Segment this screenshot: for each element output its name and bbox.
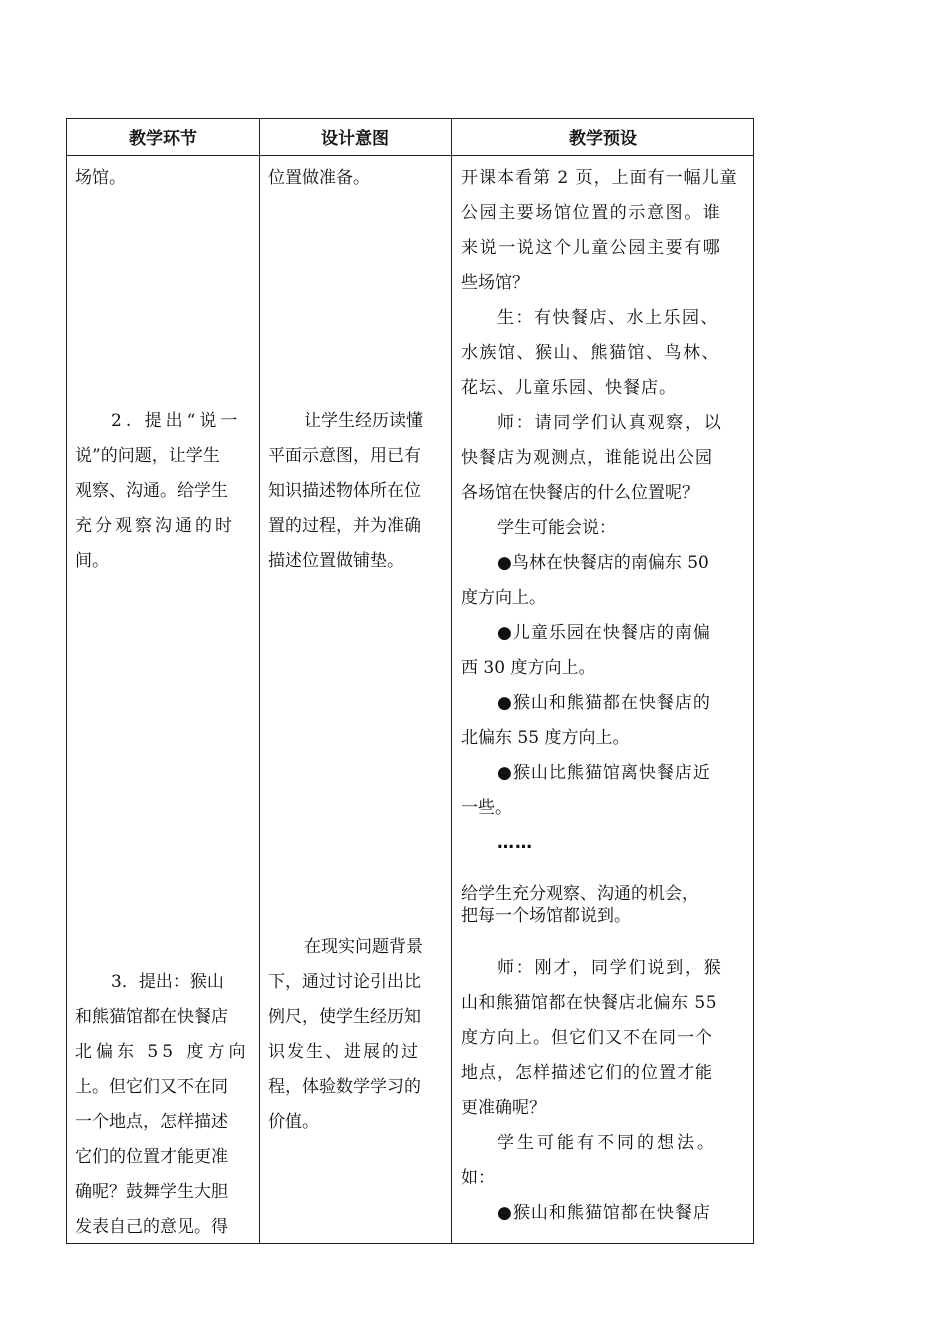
stage-text: 确呢？鼓舞学生大胆	[75, 1182, 228, 1202]
preset-text: 更准确呢？	[461, 1098, 546, 1118]
preset-note: 给学生充分观察、沟通的机会，	[461, 884, 699, 903]
intent-text: 平面示意图，用已有	[268, 446, 421, 466]
preset-note: 把每一个场馆都说到。	[461, 906, 631, 925]
preset-text: 师：请同学们认真观察，以	[497, 413, 723, 433]
preset-text: 西 30 度方向上。	[461, 658, 596, 678]
intent-text: 程，体验数学学习的	[268, 1077, 421, 1097]
header-teaching-preset: 教学预设	[569, 129, 637, 149]
intent-text: 描述位置做铺垫。	[268, 551, 404, 571]
preset-text: ●猴山和熊猫都在快餐店的	[497, 693, 711, 713]
intent-text: 识发生、进展的过	[268, 1042, 420, 1062]
preset-text: 公园主要场馆位置的示意图。谁	[461, 203, 722, 223]
header-teaching-stage: 教学环节	[129, 129, 197, 149]
preset-text: ●猴山比熊猫馆离快餐店近	[497, 763, 711, 783]
preset-text: 快餐店为观测点，谁能说出公园	[461, 448, 713, 468]
ellipsis: ……	[497, 833, 533, 853]
intent-text: 位置做准备。	[268, 168, 370, 188]
stage-text: 北偏东 55 度方向	[75, 1042, 250, 1062]
preset-text: 山和熊猫馆都在快餐店北偏东 55	[461, 993, 718, 1013]
header-design-intent: 设计意图	[321, 129, 389, 149]
preset-text: 度方向上。	[461, 588, 546, 608]
preset-text: ●猴山和熊猫馆都在快餐店	[497, 1203, 711, 1223]
preset-text: 一些。	[461, 798, 512, 818]
intent-text: 下，通过讨论引出比	[268, 972, 421, 992]
intent-text: 在现实问题背景	[304, 937, 423, 957]
preset-text: 生：有快餐店、水上乐园、	[497, 308, 719, 328]
stage-text: 它们的位置才能更准	[75, 1147, 228, 1167]
intent-text: 知识描述物体所在位	[268, 481, 421, 501]
intent-text: 置的过程，并为准确	[268, 516, 421, 536]
preset-text: 如：	[461, 1168, 495, 1188]
preset-text: 各场馆在快餐店的什么位置呢？	[461, 483, 699, 503]
preset-text: ●鸟林在快餐店的南偏东 50	[497, 553, 709, 573]
header-divider	[67, 155, 753, 156]
preset-text: 地点，怎样描述它们的位置才能	[461, 1063, 713, 1083]
column-divider	[259, 119, 260, 1243]
stage-text: 和熊猫馆都在快餐店	[75, 1007, 228, 1027]
intent-text: 让学生经历读懂	[304, 411, 423, 431]
stage-text: 发表自己的意见。得	[75, 1217, 228, 1237]
preset-text: 师：刚才，同学们说到，猴	[497, 958, 723, 978]
intent-text: 例尺，使学生经历知	[268, 1007, 421, 1027]
lesson-plan-table	[66, 118, 754, 1244]
preset-text: ●儿童乐园在快餐店的南偏	[497, 623, 711, 643]
stage-text: 说”的问题，让学生	[75, 446, 220, 466]
stage-text: 3．提出：猴山	[111, 972, 224, 992]
preset-text: 学生可能有不同的想法。	[497, 1133, 717, 1153]
preset-text: 学生可能会说：	[497, 518, 616, 538]
stage-text: 2. 提出“说一	[111, 411, 242, 431]
preset-text: 度方向上。但它们又不在同一个	[461, 1028, 713, 1048]
preset-text: 北偏东 55 度方向上。	[461, 728, 630, 748]
preset-text: 花坛、儿童乐园、快餐店。	[461, 378, 677, 398]
stage-text: 场馆。	[75, 168, 126, 188]
stage-text: 间。	[75, 551, 109, 571]
stage-text: 一个地点，怎样描述	[75, 1112, 228, 1132]
stage-text: 充分观察沟通的时	[75, 516, 235, 536]
stage-text: 观察、沟通。给学生	[75, 481, 228, 501]
column-divider	[451, 119, 452, 1243]
preset-text: 来说一说这个儿童公园主要有哪	[461, 238, 722, 258]
intent-text: 价值。	[268, 1112, 319, 1132]
stage-text: 上。但它们又不在同	[75, 1077, 228, 1097]
preset-text: 些场馆？	[461, 273, 529, 293]
preset-text: 水族馆、猴山、熊猫馆、鸟林、	[461, 343, 720, 363]
preset-text: 开课本看第 2 页，上面有一幅儿童	[461, 168, 738, 188]
